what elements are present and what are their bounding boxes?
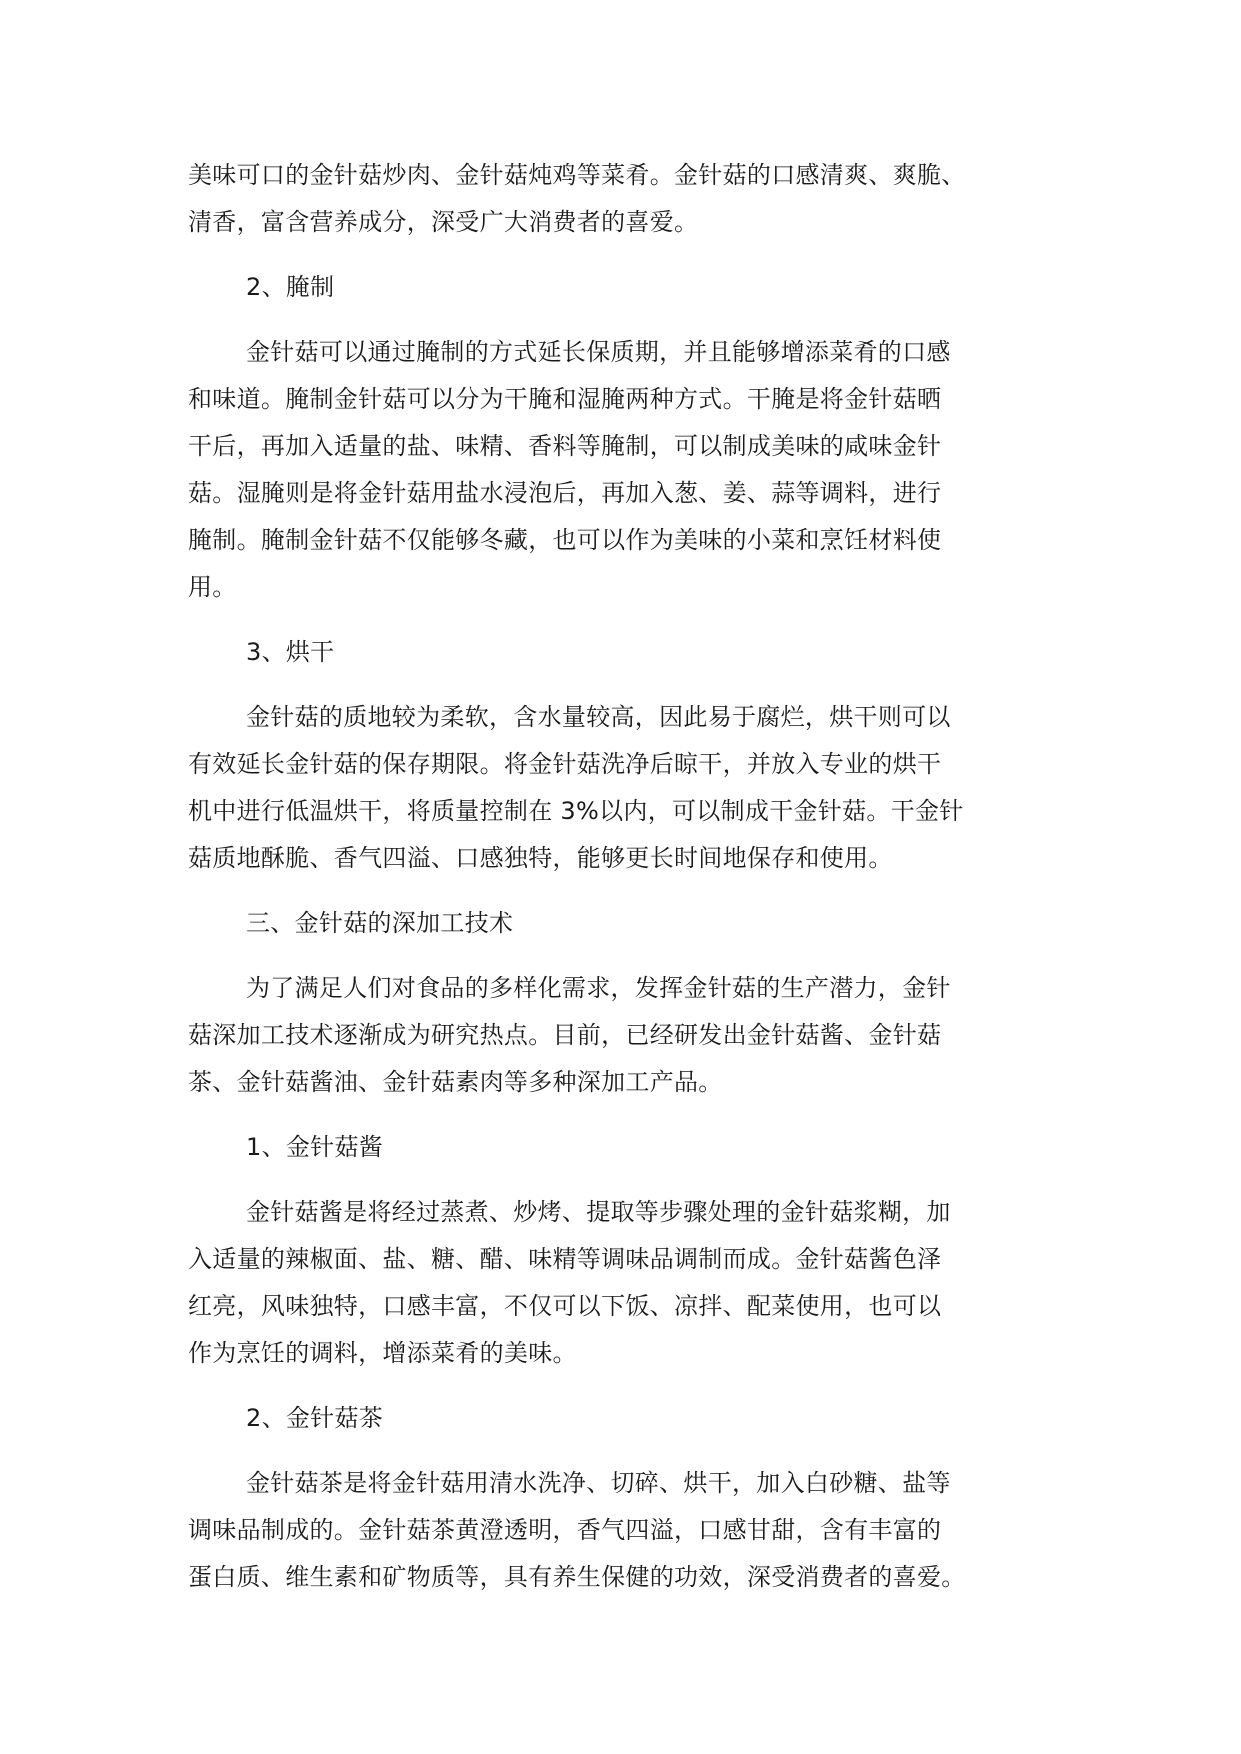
section-heading-tea	[188, 1395, 1068, 1442]
paragraph-tea	[188, 1460, 1068, 1601]
text-line: 金针菇酱是将经过蒸煮、炒烤、提取等步骤处理的金针菇浆糊，加	[246, 1198, 951, 1226]
section-heading-drying	[188, 629, 1068, 676]
text-line: 金针菇茶是将金针菇用清水洗净、切碎、烘干，加入白砂糖、盐等	[246, 1469, 951, 1497]
text-line: 红亮，风味独特，口感丰富，不仅可以下饭、凉拌、配菜使用，也可以	[188, 1292, 942, 1320]
heading-text: 2、腌制	[246, 273, 335, 301]
text-line: 腌制。腌制金针菇不仅能够冬藏，也可以作为美味的小菜和烹饪材料使	[188, 526, 942, 554]
paragraph-sauce	[188, 1189, 1068, 1377]
text-line: 用。	[188, 573, 237, 601]
text-line: 机中进行低温烘干，将质量控制在 3%以内，可以制成干金针菇。干金针	[188, 797, 964, 825]
section-heading-deep-processing	[188, 900, 1068, 947]
text-line: 菇质地酥脆、香气四溢、口感独特，能够更长时间地保存和使用。	[188, 844, 893, 872]
text-line: 金针菇可以通过腌制的方式延长保质期，并且能够增添菜肴的口感	[246, 338, 951, 366]
paragraph-drying	[188, 694, 1068, 882]
heading-text: 三、金针菇的深加工技术	[246, 909, 514, 937]
text-line: 美味可口的金针菇炒肉、金针菇炖鸡等菜肴。金针菇的口感清爽、爽脆、	[188, 161, 966, 189]
document-body	[188, 152, 1068, 1601]
paragraph-pickling	[188, 329, 1068, 611]
heading-text: 2、金针菇茶	[246, 1404, 384, 1432]
text-line: 菇深加工技术逐渐成为研究热点。目前，已经研发出金针菇酱、金针菇	[188, 1021, 942, 1049]
text-line: 茶、金针菇酱油、金针菇素肉等多种深加工产品。	[188, 1068, 723, 1096]
text-line: 和味道。腌制金针菇可以分为干腌和湿腌两种方式。干腌是将金针菇晒	[188, 385, 942, 413]
paragraph-deep-processing	[188, 965, 1068, 1106]
text-line: 菇。湿腌则是将金针菇用盐水浸泡后，再加入葱、姜、蒜等调料，进行	[188, 479, 942, 507]
text-line: 金针菇的质地较为柔软，含水量较高，因此易于腐烂，烘干则可以	[246, 703, 951, 731]
text-line: 为了满足人们对食品的多样化需求，发挥金针菇的生产潜力，金针	[246, 974, 951, 1002]
text-line: 干后，再加入适量的盐、味精、香料等腌制，可以制成美味的咸味金针	[188, 432, 942, 460]
heading-text: 3、烘干	[246, 638, 335, 666]
text-line: 有效延长金针菇的保存期限。将金针菇洗净后晾干，并放入专业的烘干	[188, 750, 942, 778]
text-line: 调味品制成的。金针菇茶黄澄透明，香气四溢，口感甘甜，含有丰富的	[188, 1516, 942, 1544]
section-heading-pickling	[188, 264, 1068, 311]
text-line: 作为烹饪的调料，增添菜肴的美味。	[188, 1339, 577, 1367]
text-line: 入适量的辣椒面、盐、糖、醋、味精等调味品调制而成。金针菇酱色泽	[188, 1245, 942, 1273]
section-heading-sauce	[188, 1124, 1068, 1171]
text-line: 清香，富含营养成分，深受广大消费者的喜爱。	[188, 208, 699, 236]
text-line: 蛋白质、维生素和矿物质等，具有养生保健的功效，深受消费者的喜爱。	[188, 1563, 966, 1591]
paragraph-continued	[188, 152, 1068, 246]
heading-text: 1、金针菇酱	[246, 1133, 384, 1161]
